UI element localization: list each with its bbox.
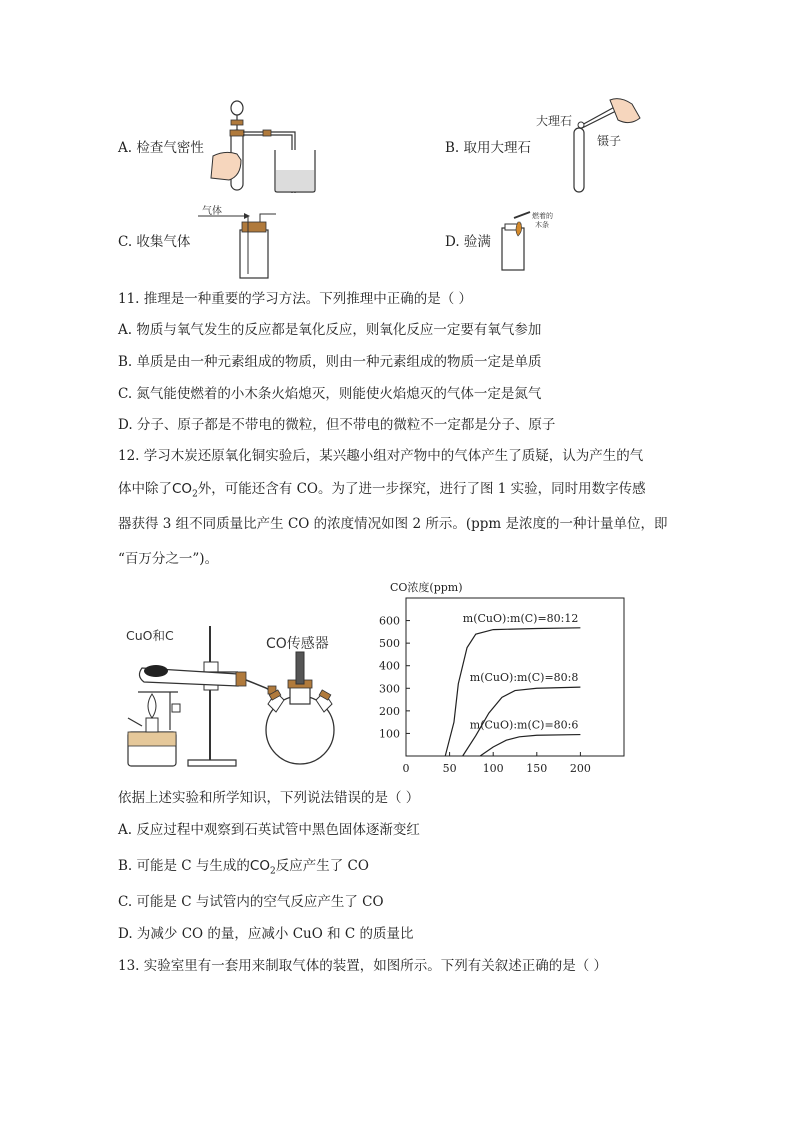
q11-option-d: D. 分子、原子都是不带电的微粒，但不带电的微粒不一定都是分子、原子 [118, 417, 556, 433]
marble-label: 大理石 [536, 114, 573, 128]
q12-prompt: 依据上述实验和所学知识，下列说法错误的是（ ） [118, 790, 420, 806]
reactants-label: CuO和C [126, 628, 174, 643]
airtightness-apparatus-illustration [205, 98, 330, 198]
q12-stem-line3: 器获得 3 组不同质量比产生 CO 的浓度情况如图 2 所示。(ppm 是浓度的一种计量单位，即 [118, 516, 668, 532]
y-axis-label: CO浓度(ppm) [390, 581, 463, 594]
co-sensor-label: CO传感器 [266, 636, 329, 652]
burning-stick-label-2: 木条 [535, 221, 549, 229]
y-tick-label: 300 [379, 682, 400, 696]
series-label: m(CuO):m(C)=80:6 [469, 718, 579, 732]
q11-option-b: B. 单质是由一种元素组成的物质，则由一种元素组成的物质一定是单质 [118, 354, 542, 370]
option-b-label: B. 取用大理石 [445, 140, 532, 156]
y-tick-label: 500 [379, 637, 400, 651]
x-tick-label: 50 [442, 762, 457, 775]
q12-option-a: A. 反应过程中观察到石英试管中黑色固体逐渐变红 [118, 822, 420, 838]
q12-stem-line4: “百万分之一”)。 [118, 551, 219, 567]
x-tick-label: 0 [402, 762, 410, 775]
y-tick-label: 400 [379, 659, 400, 673]
x-tick-label: 100 [482, 762, 504, 775]
q11-option-a: A. 物质与氧气发生的反应都是氧化反应，则氧化反应一定要有氧气参加 [118, 322, 542, 338]
option-c-label: C. 收集气体 [118, 234, 191, 250]
series-label: m(CuO):m(C)=80:8 [469, 671, 579, 685]
burning-stick-label-1: 燃着的 [532, 212, 553, 220]
gas-collection-bottle-illustration [198, 208, 283, 280]
option-d-label: D. 验满 [445, 234, 491, 250]
x-tick-label: 150 [526, 762, 548, 775]
q11-stem: 11. 推理是一种重要的学习方法。下列推理中正确的是（ ） [118, 291, 473, 307]
q12-stem-line2: 体中除了$CO_2$外，可能还含有 CO。为了进一步探究，进行了图 1 实验，同时用数字传感 [118, 481, 646, 500]
y-tick-label: 100 [379, 727, 400, 741]
q12-option-c: C. 可能是 C 与试管内的空气反应产生了 CO [118, 894, 384, 910]
x-tick-label: 200 [569, 762, 591, 775]
q11-option-c: C. 氮气能使燃着的小木条火焰熄灭，则能使火焰熄灭的气体一定是氮气 [118, 386, 542, 402]
gas-label: 气体 [202, 206, 222, 217]
q12-option-b: B. 可能是 C 与生成的$CO_2$反应产生了 CO [118, 858, 369, 877]
y-tick-label: 600 [379, 614, 400, 628]
q12-stem-line1: 12. 学习木炭还原氧化铜实验后，某兴趣小组对产物中的气体产生了质疑，认为产生的气 [118, 448, 644, 464]
co-concentration-chart [370, 576, 640, 786]
y-tick-label: 200 [379, 704, 400, 718]
q12-option-d: D. 为减少 CO 的量，应减小 CuO 和 C 的质量比 [118, 926, 414, 942]
q13-stem: 13. 实验室里有一套用来制取气体的装置，如图所示。下列有关叙述正确的是（ ） [118, 958, 608, 974]
tweezers-label: 镊子 [597, 134, 622, 148]
series-label: m(CuO):m(C)=80:12 [462, 611, 579, 625]
series-line [480, 735, 580, 756]
option-a-label: A. 检查气密性 [118, 140, 204, 156]
